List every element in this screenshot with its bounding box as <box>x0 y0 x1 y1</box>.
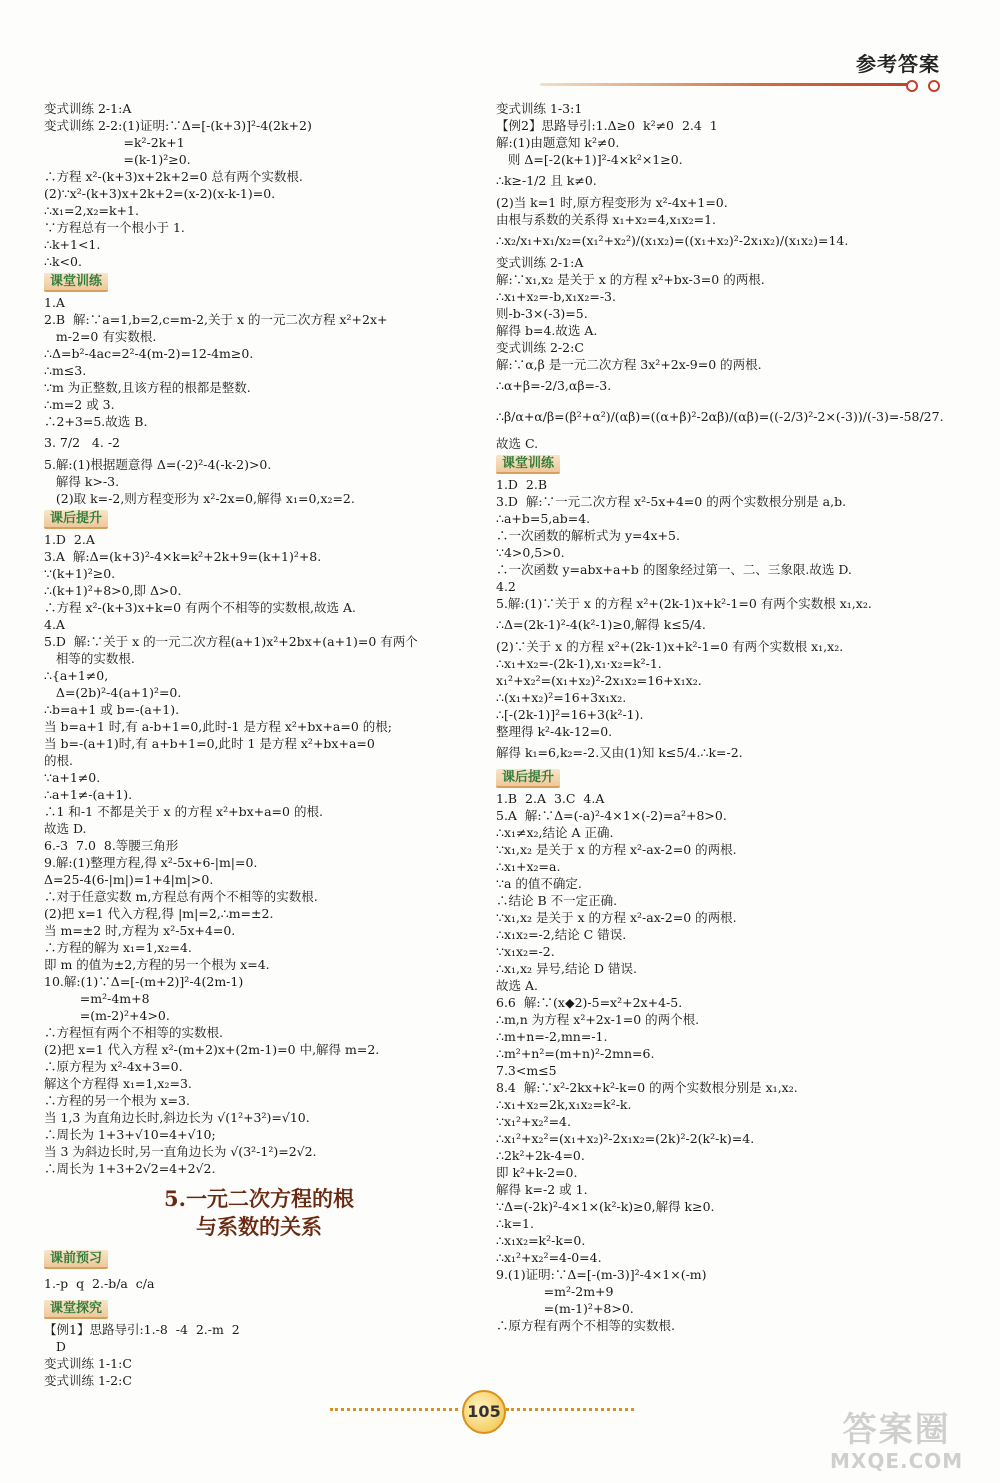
solution-line: ∴Δ=(2k-1)²-4(k²-1)≥0,解得 k≤5/4. <box>496 617 706 632</box>
solution-line: 1.D 2.B <box>496 477 548 492</box>
header-title: 参考答案 <box>856 52 940 76</box>
solution-line: ∴原方程为 x²-4x+3=0. <box>44 1059 183 1074</box>
solution-line: =(m-2)²+4>0. <box>44 1008 170 1023</box>
solution-line: ∴x₁+x₂=2k,x₁x₂=k²-k. <box>496 1097 632 1112</box>
solution-line: 则-b-3×(-3)=5. <box>496 306 588 321</box>
solution-line: ∴1 和-1 不都是关于 x 的方程 x²+bx+a=0 的根. <box>44 804 323 819</box>
right-column <box>496 100 944 1334</box>
solution-line: 变式训练 2-1:A <box>44 101 132 116</box>
solution-line: 6.6 解:∵(x◆2)-5=x²+2x+4-5. <box>496 995 683 1010</box>
solution-line: (2)把 x=1 代入方程,得 |m|=2,∴m=±2. <box>44 906 274 921</box>
watermark-url: MXQE.COM <box>830 1449 964 1473</box>
solution-line: ∴对于任意实数 m,方程总有两个不相等的实数根. <box>44 889 318 904</box>
solution-line: ∴2k²+2k-4=0. <box>496 1148 585 1163</box>
solution-line: ∴方程的解为 x₁=1,x₂=4. <box>44 940 192 955</box>
solution-line: ∴x₁≠x₂,结论 A 正确. <box>496 825 614 840</box>
solution-line: 10.解:(1)∵Δ=[-(m+2)]²-4(2m-1) <box>44 974 244 989</box>
solution-line: 故选 A. <box>496 978 538 993</box>
section-heading-after-class-2: 课后提升 <box>496 769 560 788</box>
solution-line: 当 m=±2 时,方程为 x²-5x+4=0. <box>44 923 236 938</box>
solution-line: (2)把 x=1 代入方程 x²-(m+2)x+(2m-1)=0 中,解得 m=2. <box>44 1042 380 1057</box>
solution-line: ∴一次函数的解析式为 y=4x+5. <box>496 528 680 543</box>
solution-line: ∴x₁+x₂=a. <box>496 859 561 874</box>
section-heading-preview: 课前预习 <box>44 1250 108 1269</box>
solution-line: ∴b=a+1 或 b=-(a+1). <box>44 702 180 717</box>
solution-line: ∴x₁+x₂=-(2k-1),x₁·x₂=k²-1. <box>496 656 662 671</box>
solution-line: Δ=(2b)²-4(a+1)²=0. <box>44 685 182 700</box>
left-block-4 <box>44 456 474 507</box>
page-number-dots-right <box>506 1408 634 1415</box>
solution-line: 即 m 的值为±2,方程的另一个根为 x=4. <box>44 957 270 972</box>
solution-line: 9.(1)证明:∵Δ=[-(m-3)]²-4×1×(-m) <box>496 1267 707 1282</box>
solution-line: ∵m 为正整数,且该方程的根都是整数. <box>44 380 251 395</box>
solution-line: ∴m≤3. <box>44 363 87 378</box>
right-block-0 <box>496 100 944 452</box>
solution-line: 5.D 解:∵关于 x 的一元二次方程(a+1)x²+2bx+(a+1)=0 有两个 <box>44 634 418 649</box>
page-number-dots-left <box>330 1408 458 1415</box>
chapter-title-line2: 与系数的关系 <box>196 1214 322 1239</box>
solution-line: ∴一次函数 y=abx+a+b 的图象经过第一、二、三象限.故选 D. <box>496 562 852 577</box>
solution-line: ∴m+n=-2,mn=-1. <box>496 1029 608 1044</box>
solution-line: 2.B 解:∵a=1,b=2,c=m-2,关于 x 的一元二次方程 x²+2x+ <box>44 312 388 327</box>
solution-line: ∴x₁,x₂ 异号,结论 D 错误. <box>496 961 637 976</box>
section-heading-classroom-training: 课堂训练 <box>44 273 108 292</box>
solution-line: ∴方程的另一个根为 x=3. <box>44 1093 190 1108</box>
solution-line: ∵x₁x₂=-2. <box>496 944 555 959</box>
chapter-title-line1: 5.一元二次方程的根 <box>164 1186 354 1211</box>
solution-line: ∴方程 x²-(k+3)x+2k+2=0 总有两个实数根. <box>44 169 303 184</box>
solution-line: 整理得 k²-4k-12=0. <box>496 724 613 739</box>
solution-line: ∵Δ=(-2k)²-4×1×(k²-k)≥0,解得 k≥0. <box>496 1199 715 1214</box>
solution-line: 解得 k>-3. <box>44 474 120 489</box>
solution-line: 1.B 2.A 3.C 4.A <box>496 791 605 806</box>
solution-line: 1.D 2.A <box>44 532 95 547</box>
page-number: 105 <box>462 1390 506 1434</box>
solution-line: 3. 7/2 4. -2 <box>44 435 121 450</box>
solution-line: ∴(k+1)²+8>0,即 Δ>0. <box>44 583 182 598</box>
solution-line: 故选 D. <box>44 821 87 836</box>
solution-line: D <box>44 1339 66 1354</box>
solution-line: 的根. <box>44 753 73 768</box>
solution-line: ∴周长为 1+3+2√2=4+2√2. <box>44 1161 216 1176</box>
solution-line: 解得 k=-2 或 1. <box>496 1182 588 1197</box>
solution-line: ∴k<0. <box>44 254 82 269</box>
solution-line: 变式训练 1-1:C <box>44 1356 132 1371</box>
solution-line: ∴k=1. <box>496 1216 534 1231</box>
solution-line: =(m-1)²+8>0. <box>496 1301 634 1316</box>
solution-line: ∴{a+1≠0, <box>44 668 109 683</box>
solution-line: ∵x₁,x₂ 是关于 x 的方程 x²-ax-2=0 的两根. <box>496 842 737 857</box>
page-header <box>856 48 940 77</box>
right-block-1 <box>496 476 936 766</box>
solution-line: 解:∵α,β 是一元二次方程 3x²+2x-9=0 的两根. <box>496 357 762 372</box>
solution-line: ∴x₁²+x₂²=4-0=4. <box>496 1250 602 1265</box>
solution-line: 则 Δ=[-2(k+1)]²-4×k²×1≥0. <box>496 152 683 167</box>
solution-line: ∴方程恒有两个不相等的实数根. <box>44 1025 223 1040</box>
solution-line: ∴周长为 1+3+√10=4+√10; <box>44 1127 216 1142</box>
solution-line: 相等的实数根. <box>44 651 135 666</box>
solution-line: =m²-4m+8 <box>44 991 150 1006</box>
solution-line: 【例1】思路导引:1.-8 -4 2.-m 2 <box>44 1322 240 1337</box>
left-block-1 <box>44 117 474 270</box>
solution-line: 6.-3 7.0 8.等腰三角形 <box>44 838 179 853</box>
section-heading-explore: 课堂探究 <box>44 1300 108 1319</box>
solution-line: ∵a 的值不确定. <box>496 876 582 891</box>
solution-line: ∴x₁²+x₂²=(x₁+x₂)²-2x₁x₂=(2k)²-2(k²-k)=4. <box>496 1131 755 1146</box>
watermark-text: 答案圈 <box>842 1410 951 1450</box>
solution-line: =(k-1)²≥0. <box>44 152 191 167</box>
solution-line: 变式训练 2-2:(1)证明:∵Δ=[-(k+3)]²-4(2k+2) <box>44 118 312 133</box>
solution-line: ∴m,n 为方程 x²+2x-1=0 的两个根. <box>496 1012 700 1027</box>
solution-line: ∵(k+1)²≥0. <box>44 566 116 581</box>
solution-line: 即 k²+k-2=0. <box>496 1165 578 1180</box>
left-block-7 <box>44 1321 474 1389</box>
section-heading-classroom-training-2: 课堂训练 <box>496 455 560 474</box>
solution-line: 4.2 <box>496 579 516 594</box>
header-decoration <box>540 80 940 90</box>
solution-line: ∴Δ=b²-4ac=2²-4(m-2)=12-4m≥0. <box>44 346 254 361</box>
solution-line: ∴α+β=-2/3,αβ=-3. <box>496 378 612 393</box>
solution-line: ∴2+3=5.故选 B. <box>44 414 148 429</box>
solution-line: 5.解:(1)∵关于 x 的方程 x²+(2k-1)x+k²-1=0 有两个实数根 x₁,x₂. <box>496 596 872 611</box>
solution-line: m-2=0 有实数根. <box>44 329 157 344</box>
solution-line: 由根与系数的关系得 x₁+x₂=4,x₁x₂=1. <box>496 212 716 227</box>
left-block-0 <box>44 100 474 117</box>
solution-line: 3.D 解:∵一元二次方程 x²-5x+4=0 的两个实数根分别是 a,b. <box>496 494 847 509</box>
solution-line: 变式训练 1-3:1 <box>496 101 583 116</box>
left-block-6 <box>44 1271 474 1297</box>
left-column <box>44 100 474 1389</box>
chapter-title <box>44 1185 474 1241</box>
solution-line: 当 b=-(a+1)时,有 a+b+1=0,此时 1 是方程 x²+bx+a=0 <box>44 736 375 751</box>
section-heading-after-class: 课后提升 <box>44 510 108 529</box>
solution-line: 解得 k₁=6,k₂=-2.又由(1)知 k≤5/4.∴k=-2. <box>496 745 743 760</box>
solution-line: =k²-2k+1 <box>44 135 185 150</box>
solution-line: 5.A 解:∵Δ=(-a)²-4×1×(-2)=a²+8>0. <box>496 808 727 823</box>
right-block-2 <box>496 790 936 1334</box>
solution-line: ∴a+1≠-(a+1). <box>44 787 133 802</box>
solution-line: ∴结论 B 不一定正确. <box>496 893 618 908</box>
solution-line: 8.4 解:∵x²-2kx+k²-k=0 的两个实数根分别是 x₁,x₂. <box>496 1080 798 1095</box>
solution-line: ∴原方程有两个不相等的实数根. <box>496 1318 675 1333</box>
solution-line: 解:∵x₁,x₂ 是关于 x 的方程 x²+bx-3=0 的两根. <box>496 272 765 287</box>
solution-line: 变式训练 1-2:C <box>44 1373 132 1388</box>
solution-line: 1.A <box>44 295 65 310</box>
solution-line: 7.3<m≤5 <box>496 1063 557 1078</box>
solution-line: 变式训练 2-2:C <box>496 340 584 355</box>
solution-line: ∵方程总有一个根小于 1. <box>44 220 185 235</box>
solution-line: 当 3 为斜边长时,另一直角边长为 √(3²-1²)=2√2. <box>44 1144 317 1159</box>
solution-line: ∴x₁x₂=k²-k=0. <box>496 1233 586 1248</box>
solution-line: 4.A <box>44 617 65 632</box>
solution-line: ∴x₁+x₂=-b,x₁x₂=-3. <box>496 289 616 304</box>
solution-line: ∴方程 x²-(k+3)x+k=0 有两个不相等的实数根,故选 A. <box>44 600 356 615</box>
solution-line: ∵x₁²+x₂²=4. <box>496 1114 571 1129</box>
solution-line: 当 1,3 为直角边长时,斜边长为 √(1²+3²)=√10. <box>44 1110 310 1125</box>
solution-line: (2)∵x²-(k+3)x+2k+2=(x-2)(x-k-1)=0. <box>44 186 276 201</box>
solution-line: ∴k+1<1. <box>44 237 101 252</box>
solution-line: ∴x₁x₂=-2,结论 C 错误. <box>496 927 627 942</box>
solution-line: Δ=25-4(6-|m|)=1+4|m|>0. <box>44 872 214 887</box>
solution-line: ∴m²+n²=(m+n)²-2mn=6. <box>496 1046 655 1061</box>
solution-line: ∴[-(2k-1)]²=16+3(k²-1). <box>496 707 644 722</box>
solution-line: ∴β/α+α/β=(β²+α²)/(αβ)=((α+β)²-2αβ)/(αβ)=((-2/3)²-2×(-3))/(-3)=-58/27. <box>496 409 944 424</box>
solution-line: ∴x₂/x₁+x₁/x₂=(x₁²+x₂²)/(x₁x₂)=((x₁+x₂)²-2x₁x₂)/(x₁x₂)=14. <box>496 233 849 248</box>
solution-line: ∵4>0,5>0. <box>496 545 565 560</box>
solution-line: 解:(1)由题意知 k²≠0. <box>496 135 620 150</box>
watermark-logo <box>830 1410 963 1472</box>
solution-line: 5.解:(1)根据题意得 Δ=(-2)²-4(-k-2)>0. <box>44 457 272 472</box>
left-block-2 <box>44 294 474 430</box>
solution-line: (2)∵关于 x 的方程 x²+(2k-1)x+k²-1=0 有两个实数根 x₁,x₂. <box>496 639 844 654</box>
solution-line: (2)当 k=1 时,原方程变形为 x²-4x+1=0. <box>496 195 728 210</box>
solution-line: 变式训练 2-1:A <box>496 255 584 270</box>
solution-line: 3.A 解:Δ=(k+3)²-4×k=k²+2k+9=(k+1)²+8. <box>44 549 322 564</box>
solution-line: 解这个方程得 x₁=1,x₂=3. <box>44 1076 192 1091</box>
solution-line: ∵x₁,x₂ 是关于 x 的方程 x²-ax-2=0 的两根. <box>496 910 737 925</box>
left-block-5 <box>44 531 474 1177</box>
solution-line: 9.解:(1)整理方程,得 x²-5x+6-|m|=0. <box>44 855 258 870</box>
solution-line: ∴(x₁+x₂)²=16+3x₁x₂. <box>496 690 627 705</box>
solution-line: x₁²+x₂²=(x₁+x₂)²-2x₁x₂=16+x₁x₂. <box>496 673 702 688</box>
solution-line: 当 b=a+1 时,有 a-b+1=0,此时-1 是方程 x²+bx+a=0 的根; <box>44 719 392 734</box>
solution-line: ∴a+b=5,ab=4. <box>496 511 591 526</box>
solution-line: ∴m=2 或 3. <box>44 397 115 412</box>
solution-line: 【例2】思路导引:1.Δ≥0 k²≠0 2.4 1 <box>496 118 718 133</box>
solution-line: (2)取 k=-2,则方程变形为 x²-2x=0,解得 x₁=0,x₂=2. <box>44 491 355 506</box>
solution-line: ∴k≥-1/2 且 k≠0. <box>496 173 597 188</box>
solution-line: ∵a+1≠0. <box>44 770 101 785</box>
solution-line: ∴x₁=2,x₂=k+1. <box>44 203 139 218</box>
solution-line: 1.-p q 2.-b/a c/a <box>44 1276 155 1291</box>
left-block-3 <box>44 430 474 456</box>
solution-line: 故选 C. <box>496 436 539 451</box>
solution-line: 解得 b=4.故选 A. <box>496 323 598 338</box>
solution-line: =m²-2m+9 <box>496 1284 614 1299</box>
